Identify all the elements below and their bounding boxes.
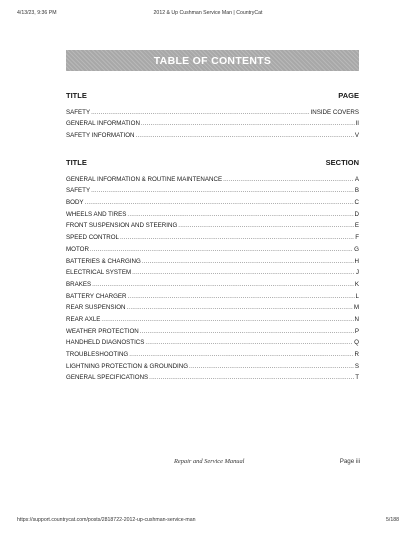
footer-page-number: Page iii (339, 458, 360, 465)
toc-sections-table (66, 155, 359, 381)
toc-entry-title: HANDHELD DIAGNOSTICS (66, 339, 145, 347)
toc-sections-header (66, 155, 359, 167)
toc-entry-reference: C (354, 199, 359, 207)
toc-entry-reference: INSIDE COVERS (310, 108, 359, 116)
dot-leader (129, 351, 353, 358)
toc-banner (66, 50, 359, 71)
toc-entry-reference: S (354, 362, 359, 370)
dot-leader (223, 176, 354, 183)
toc-pages-table (66, 88, 359, 139)
toc-entry-reference: II (355, 120, 359, 128)
toc-entry-title: REAR AXLE (66, 315, 101, 323)
toc-row (66, 358, 359, 370)
dot-leader (91, 187, 354, 194)
toc-entry-title: GENERAL SPECIFICATIONS (66, 374, 149, 382)
print-header (17, 10, 399, 20)
toc-row (66, 346, 359, 358)
toc-entry-reference: H (354, 257, 359, 265)
toc-entry-reference: M (353, 304, 359, 312)
toc-row (66, 104, 359, 116)
toc-entry-title: GENERAL INFORMATION (66, 120, 140, 128)
print-footer (17, 517, 399, 525)
toc-entry-title: SPEED CONTROL (66, 234, 119, 242)
dot-leader (149, 374, 354, 381)
toc-row (66, 276, 359, 288)
dot-leader (141, 120, 355, 127)
dot-leader (120, 234, 354, 241)
dot-leader (178, 222, 354, 229)
toc-entry-title: BRAKES (66, 280, 92, 288)
toc-entry-title: ELECTRICAL SYSTEM (66, 269, 132, 277)
dot-leader (132, 269, 355, 276)
toc-entry-title: GENERAL INFORMATION & ROUTINE MAINTENANCE (66, 175, 223, 183)
toc-entry-reference: K (354, 280, 359, 288)
toc-entry-reference: L (355, 292, 359, 300)
dot-leader (91, 109, 309, 116)
toc-entry-title: WEATHER PROTECTION (66, 327, 139, 335)
toc-row (66, 253, 359, 265)
print-datetime: 4/13/23, 9:36 PM (17, 10, 57, 16)
toc-row (66, 183, 359, 195)
toc-entry-title: SAFETY (66, 187, 91, 195)
toc-pages-header (66, 88, 359, 100)
dot-leader (101, 316, 353, 323)
toc-entry-reference: A (354, 175, 359, 183)
toc-entry-reference: G (354, 245, 359, 253)
toc-row (66, 218, 359, 230)
toc-entry-title: LIGHTNING PROTECTION & GROUNDING (66, 362, 189, 370)
toc-row (66, 229, 359, 241)
toc-entry-title: BODY (66, 199, 84, 207)
toc-entry-reference: N (354, 315, 359, 323)
dot-leader (128, 293, 355, 300)
toc-sections-rows (66, 171, 359, 381)
toc-row (66, 300, 359, 312)
toc-entry-reference: E (354, 222, 359, 230)
toc-entry-title: FRONT SUSPENSION AND STEERING (66, 222, 178, 230)
toc-entry-reference: D (354, 210, 359, 218)
dot-leader (127, 211, 353, 218)
dot-leader (85, 199, 354, 206)
toc-row (66, 311, 359, 323)
toc-row (66, 194, 359, 206)
toc-entry-title: BATTERIES & CHARGING (66, 257, 141, 265)
toc-row (66, 265, 359, 277)
toc-row (66, 288, 359, 300)
toc-entry-title: TROUBLESHOOTING (66, 351, 129, 358)
toc-row (66, 127, 359, 139)
toc-entry-reference: F (355, 234, 359, 242)
toc-row (66, 370, 359, 382)
toc-pages-col-title: TITLE (66, 91, 87, 100)
toc-entry-title: SAFETY INFORMATION (66, 132, 135, 140)
toc-sections-col-title: TITLE (66, 158, 87, 167)
toc-entry-reference: Q (354, 339, 359, 347)
toc-row (66, 116, 359, 128)
dot-leader (126, 304, 352, 311)
toc-pages-col-page: PAGE (338, 91, 359, 100)
toc-entry-title: MOTOR (66, 245, 89, 253)
footer-manual-title: Repair and Service Manual (174, 458, 245, 465)
print-url: https://support.countrycat.com/posts/2818722-2012-up-cushman-service-man (17, 517, 196, 523)
toc-banner-title: TABLE OF CONTENTS (153, 54, 272, 67)
toc-row (66, 335, 359, 347)
dot-leader (140, 328, 354, 335)
dot-leader (189, 363, 354, 370)
toc-entry-reference: J (355, 269, 359, 277)
dot-leader (90, 246, 353, 253)
toc-entry-title: REAR SUSPENSION (66, 304, 126, 312)
dot-leader (142, 258, 354, 265)
dot-leader (136, 132, 354, 139)
dot-leader (92, 281, 354, 288)
toc-row (66, 171, 359, 183)
toc-entry-reference: R (354, 351, 359, 358)
toc-row (66, 323, 359, 335)
toc-pages-rows (66, 104, 359, 139)
toc-entry-title: WHEELS AND TIRES (66, 210, 127, 218)
dot-leader (145, 339, 353, 346)
toc-row (66, 206, 359, 218)
toc-entry-reference: B (354, 187, 359, 195)
toc-entry-title: BATTERY CHARGER (66, 292, 127, 300)
toc-entry-reference: V (354, 132, 359, 140)
print-page-count: 5/188 (386, 517, 399, 523)
toc-entry-title: SAFETY (66, 108, 91, 116)
toc-entry-reference: T (355, 374, 359, 382)
toc-sections-col-section: SECTION (325, 158, 359, 167)
toc-row (66, 241, 359, 253)
print-document-title: 2012 & Up Cushman Service Man | CountryCat (153, 10, 263, 16)
toc-entry-reference: P (354, 327, 359, 335)
